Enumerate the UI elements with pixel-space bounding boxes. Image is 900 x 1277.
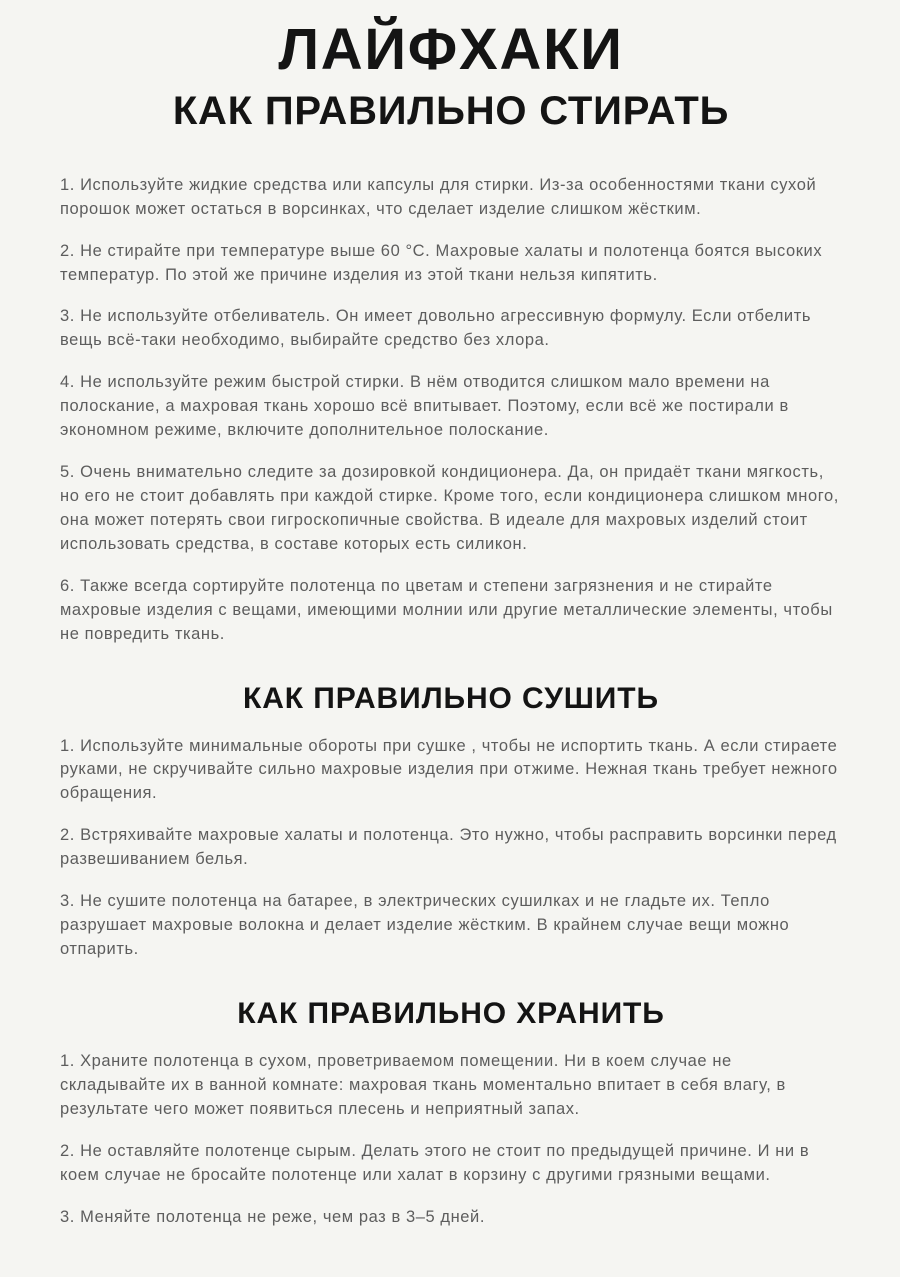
list-item: 3. Меняйте полотенца не реже, чем раз в 3–5 дней.	[60, 1207, 486, 1226]
section-heading-storing: КАК ПРАВИЛЬНО ХРАНИТЬ	[237, 996, 665, 1030]
list-item: 5. Очень внимательно следите за дозировкой кондиционера. Да, он придаёт ткани мягкость, но его не стоит добавлять при каждой стирке. Кроме того, если кондиционера слишком много, она может потерять свои гигроскопичные свойства. В идеале для махровых изделий стоит использовать средства, в составе которых есть силикон.	[60, 463, 839, 553]
page-title: ЛАЙФХАКИ	[278, 17, 624, 82]
list-item: 2. Не оставляйте полотенце сырым. Делать этого не стоит по предыдущей причине. И ни в коем случае не бросайте полотенце или халат в корзину с другими грязными вещами.	[60, 1141, 810, 1184]
list-item: 4. Не используйте режим быстрой стирки. В нём отводится слишком мало времени на полоскание, а махровая ткань хорошо всё впитывает. Поэтому, если всё же постирали в экономном режиме, включите дополнительное полоскание.	[60, 373, 789, 440]
list-item: 6. Также всегда сортируйте полотенца по цветам и степени загрязнения и не стирайте махровые изделия с вещами, имеющими молнии или другие металлические элементы, чтобы не повредить ткань.	[60, 576, 833, 643]
list-item: 3. Не используйте отбеливатель. Он имеет довольно агрессивную формулу. Если отбелить вещь всё-таки необходимо, выбирайте средство без хлора.	[60, 307, 812, 350]
section-heading-washing: КАК ПРАВИЛЬНО СТИРАТЬ	[172, 88, 730, 133]
section-washing	[60, 174, 842, 647]
section-drying	[60, 735, 842, 962]
section-storing	[60, 1050, 842, 1230]
list-item: 1. Используйте минимальные обороты при сушке , чтобы не испортить ткань. А если стираете руками, не скручивайте сильно махровые изделия при отжиме. Нежная ткань требует нежного обращения.	[60, 736, 838, 803]
list-item: 2. Встряхивайте махровые халаты и полотенца. Это нужно, чтобы расправить ворсинки перед развешиванием белья.	[60, 826, 837, 869]
list-item: 3. Не сушите полотенца на батарее, в электрических сушилках и не гладьте их. Тепло разрушает махровые волокна и делает изделие жёстким. В крайнем случае вещи можно отпарить.	[60, 892, 790, 958]
list-item: 2. Не стирайте при температуре выше 60 °С. Махровые халаты и полотенца боятся высоких температур. По этой же причине изделия из этой ткани нельзя кипятить.	[60, 241, 823, 284]
section-heading-drying: КАК ПРАВИЛЬНО СУШИТЬ	[243, 681, 659, 715]
list-item: 1. Храните полотенца в сухом, проветриваемом помещении. Ни в коем случае не складывайте их в ванной комнате: махровая ткань моментально впитает в себя влагу, в результате чего может появиться плесень и неприятный запах.	[60, 1051, 786, 1118]
list-item: 1. Используйте жидкие средства или капсулы для стирки. Из-за особенностями ткани сухой порошок может остаться в ворсинках, что сделает изделие слишком жёстким.	[60, 175, 817, 218]
